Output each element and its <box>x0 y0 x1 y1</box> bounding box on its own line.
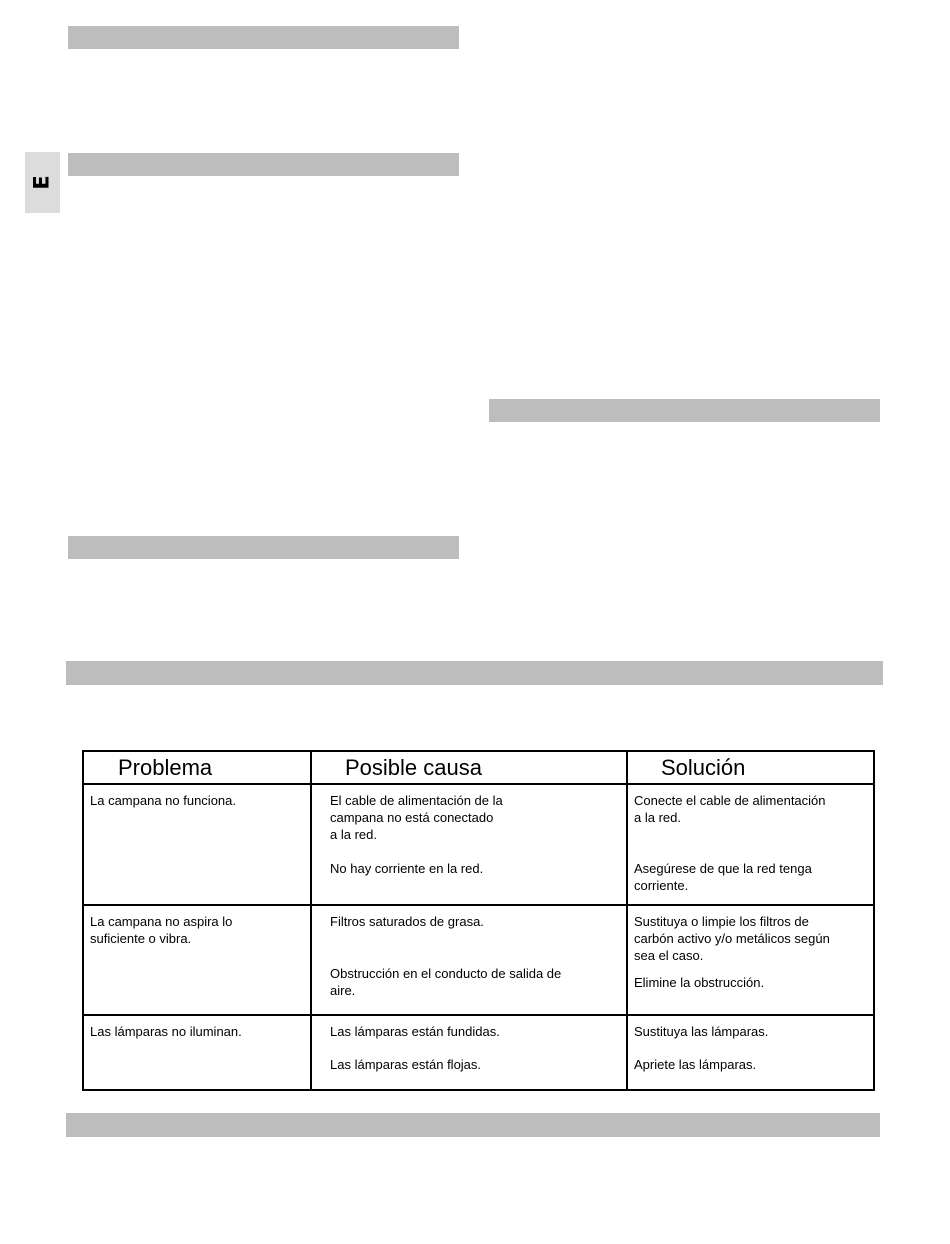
solution-cell <box>627 905 874 1015</box>
section-bar-3 <box>489 399 880 422</box>
language-tab <box>25 152 60 213</box>
problem-cell <box>83 1015 311 1090</box>
cause-text: Las lámparas están fundidas. <box>330 1024 500 1039</box>
language-tab-label: E <box>29 175 54 190</box>
solution-text: Sustituya o limpie los filtros de carbón activo y/o metálicos según sea el caso. <box>634 914 830 963</box>
table-row <box>83 784 874 905</box>
problem-text: Las lámparas no iluminan. <box>90 1024 242 1039</box>
section-bar-2 <box>68 153 459 176</box>
solution-text: Asegúrese de que la red tenga corriente. <box>634 861 812 893</box>
cause-text: No hay corriente en la red. <box>330 861 484 876</box>
problem-cell <box>83 784 311 905</box>
header-solution: Solución <box>627 751 874 784</box>
section-bar-1 <box>68 26 459 49</box>
cause-text: Filtros saturados de grasa. <box>330 914 484 929</box>
section-bar-4 <box>68 536 459 559</box>
solution-text: Sustituya las lámparas. <box>634 1024 769 1039</box>
cause-cell <box>311 1015 627 1090</box>
solution-cell <box>627 784 874 905</box>
header-cause: Posible causa <box>311 751 627 784</box>
section-bar-wide-1 <box>66 661 883 685</box>
problem-text: La campana no funciona. <box>90 793 236 808</box>
table-header-row <box>83 751 874 784</box>
solution-text: Conecte el cable de alimentación a la red. <box>634 793 826 825</box>
solution-cell <box>627 1015 874 1090</box>
cause-cell <box>311 905 627 1015</box>
section-bar-wide-2 <box>66 1113 880 1137</box>
problem-text: La campana no aspira lo suficiente o vibra. <box>90 914 233 946</box>
header-problem: Problema <box>83 751 311 784</box>
cause-text: El cable de alimentación de la campana no está conectado a la red. <box>330 793 503 842</box>
table-row <box>83 905 874 1015</box>
solution-text: Apriete las lámparas. <box>634 1057 757 1072</box>
troubleshooting-table <box>82 750 875 1091</box>
problem-cell <box>83 905 311 1015</box>
cause-text: Las lámparas están flojas. <box>330 1057 482 1072</box>
table-row <box>83 1015 874 1090</box>
cause-text: Obstrucción en el conducto de salida de aire. <box>330 966 562 998</box>
solution-text: Elimine la obstrucción. <box>634 975 765 990</box>
cause-cell <box>311 784 627 905</box>
